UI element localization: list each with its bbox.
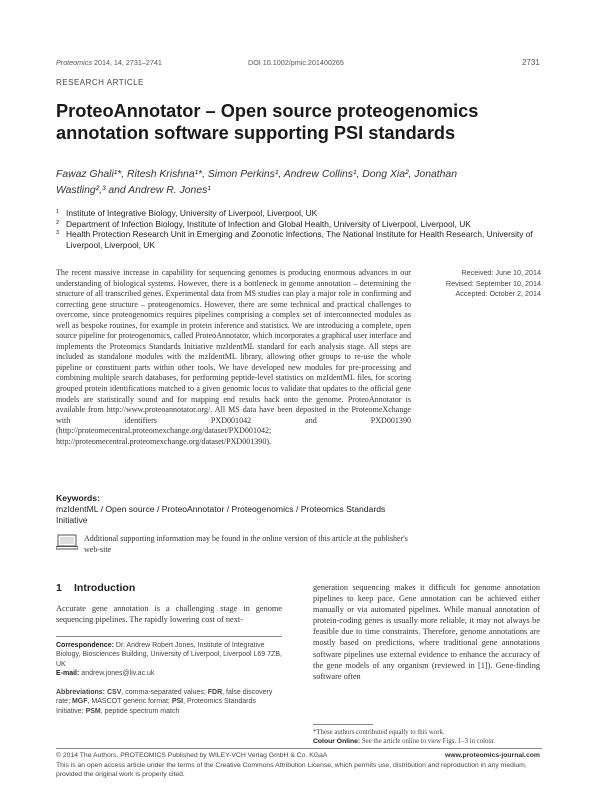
correspondence-label: Correspondence: — [56, 642, 114, 649]
footnote-divider — [313, 724, 373, 725]
article-title: ProteoAnnotator – Open source proteogenomics annotation software supporting PSI standards — [56, 101, 479, 143]
abstract-text: The recent massive increase in capability for sequencing genomes is producing enormous advances in our understanding of biological systems. However, there is a bottleneck in genome annotation – determining the structure of all transcribed genes. Experimental data from MS studies can play a major role in confirming and correcting gene structure – proteogenomics. However, there are some technical and practical challenges to overcome, since proteogenomics requires pipelines comprising a complex set of interconnected modules as well as bespoke routines, for example in protein inference and statistics. We are introducing a complete, open source pipeline for proteogenomics, called ProteoAnnotator, which incorporates a graphical user interface and implements the Proteomics Standards Initiative mzIdentML standard for each analysis stage. All steps are included as standalone modules with the mzIdentML library, allowing other groups to re-use the whole pipeline or constituent parts within other tools. We have developed new modules for pre-processing and combining multiple search databases, for performing peptide-level statistics on mzIdentML files, for scoring grouped protein identifications matched to a given genomic locus to validate that updates to the official gene models are statistically sound and for mapping end results back onto the genome. ProteoAnnotator is available from http://www.proteoannotator.org/. All MS data have been deposited in the ProteomeXchange with identifiers PXD001042 and PXD001390 (http://proteomecentral.proteomexchange.org/dataset/PXD001042; http://proteomecentral.proteomexchange.org/dataset/PXD001390). — [56, 268, 411, 446]
section-title: Introduction — [74, 582, 136, 594]
license-text: This is an open access article under the terms of the Creative Commons Attribution License, which permits use, distribution and reproduction in any medium, provided the original work is properly cited. — [56, 762, 527, 778]
correspondence-address: Dr. Andrew Robert Jones, Institute of Integrative Biology, Biosciences Building, University of Liverpool, Liverpool L69 7ZB, UK — [56, 642, 282, 668]
equal-contribution-note: *These authors contributed equally to this work. — [313, 729, 445, 736]
affiliation-2: 2 Department of Infection Biology, Institute of Infection and Global Health, University of Liverpool, Liverpool, UK — [56, 218, 471, 229]
page-number: 2731 — [522, 58, 540, 67]
footnotes — [313, 728, 540, 746]
affiliation-1: 1 Institute of Integrative Biology, University of Liverpool, Liverpool, UK — [56, 208, 318, 218]
date-accepted: Accepted: October 2, 2014 — [455, 289, 541, 299]
copyright: © 2014 The Authors. PROTEOMICS Published by WILEY-VCH Verlag GmbH & Co. KGaA — [56, 752, 328, 759]
section-heading — [56, 582, 135, 594]
doi-link[interactable]: DOI 10.1002/pmic.201400265 — [248, 58, 344, 67]
article-type: RESEARCH ARTICLE — [56, 78, 144, 87]
colour-online-text: See the article online to view Figs. 1–3 in colour. — [361, 738, 496, 746]
colour-online-label: Colour Online: — [313, 738, 361, 746]
affiliations — [56, 208, 536, 251]
email-link[interactable]: andrew.jones@liv.ac.uk — [81, 670, 155, 678]
keywords-list: mzIdentML / Open source / ProteoAnnotator / Proteogenomics / Proteomics Standards Initiative — [56, 504, 386, 525]
article-dates — [420, 268, 541, 300]
abbreviations-block: Abbreviations: CSV, comma-separated values; FDR, false discovery rate; MGF, MASCOT generic format; PSI, Proteomics Standards Initiative; PSM, peptide spectrum match — [56, 689, 273, 715]
intro-column-1: Accurate gene annotation is a challenging stage in genome sequencing pipelines. The rapidly lowering cost of next- — [56, 604, 282, 625]
date-revised: Revised: September 10, 2014 — [445, 278, 541, 288]
citation: 2014, 14, 2731–2741 — [93, 58, 162, 67]
affiliation-3: 3 Health Protection Research Unit in Emerging and Zoonotic Infections, The National Institute for Health Research, University of Liverpool, Liverpool, UK — [56, 229, 533, 251]
supporting-info-note: Additional supporting information may be found in the online version of this article at the publisher's web-site — [84, 534, 408, 554]
divider — [56, 636, 282, 637]
computer-icon — [56, 534, 78, 550]
abbreviations-label: Abbreviations: — [56, 689, 106, 696]
journal-name: Proteomics — [56, 58, 92, 67]
author-list: Fawaz Ghali¹*, Ritesh Krishna¹*, Simon Perkins¹, Andrew Collins¹, Dong Xia², Jonathan Wastling²,³ and Andrew R. Jones¹ — [56, 169, 457, 196]
footer-divider — [56, 748, 542, 749]
running-header-citation — [56, 58, 162, 67]
date-received: Received: June 10, 2014 — [461, 268, 541, 277]
correspondence-block — [56, 641, 282, 679]
intro-column-2: generation sequencing makes it difficult for genome annotation pipelines to keep pace. Gene annotation can be achieved either manually or via automated pipelines. While manual annotation of protein-coding genes is usually more reliable, it may not always be feasible due to time constraints. Therefore, genome annotations are mostly based on predictions, where traditional gene annotations software pipelines use external evidence to enhance the accuracy of the gene models of any organism (reviewed in [1]). Gene-finding software often — [313, 583, 540, 681]
section-number: 1 — [56, 582, 62, 594]
keywords-heading: Keywords: — [56, 493, 100, 503]
journal-url[interactable]: www.proteomics-journal.com — [445, 752, 540, 759]
email-label: E-mail: — [56, 670, 80, 678]
